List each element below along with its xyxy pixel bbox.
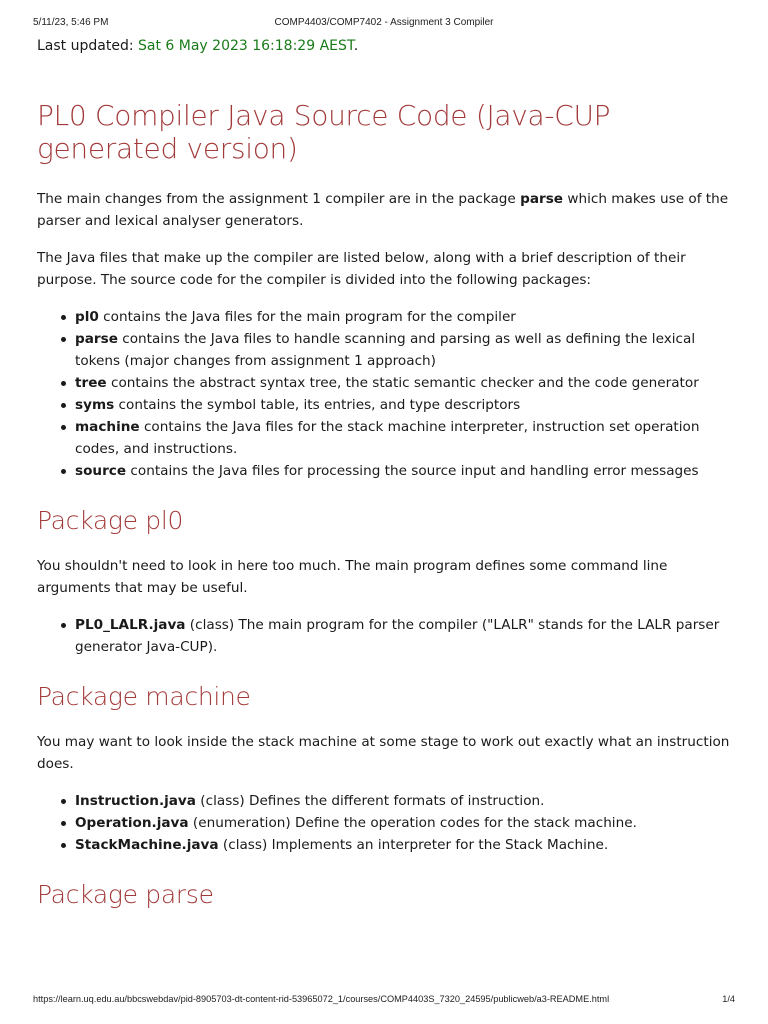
heading-package-machine: Package machine <box>37 682 251 711</box>
print-footer <box>0 994 768 1008</box>
file-name: Instruction.java <box>75 793 196 809</box>
package-desc: contains the Java files to handle scanning and parsing as well as defining the lexical tokens (major changes from assignment 1 approach) <box>75 331 696 369</box>
file-name: PL0_LALR.java <box>75 617 186 633</box>
pl0-paragraph: You shouldn't need to look in here too much. The main program defines some command line arguments that may be useful. <box>37 558 668 596</box>
last-updated-label: Last updated: <box>37 38 134 54</box>
intro-paragraph-2: The Java files that make up the compiler are listed below, along with a brief description of their purpose. The source code for the compiler is divided into the following packages: <box>37 250 686 288</box>
last-updated <box>37 36 737 56</box>
package-desc: contains the symbol table, its entries, and type descriptors <box>114 397 521 413</box>
list-item <box>75 790 737 812</box>
last-updated-end: . <box>353 38 359 54</box>
print-url: https://learn.uq.edu.au/bbcswebdav/pid-8905703-dt-content-rid-53965072_1/courses/COMP4403S_7320_24595/publicweb/a3-README.html <box>33 994 610 1004</box>
page-number: 1/4 <box>722 994 735 1004</box>
file-desc: (class) Defines the different formats of instruction. <box>195 793 545 809</box>
list-item <box>75 328 737 372</box>
intro-paragraph-1 <box>37 188 737 232</box>
intro1-pre: The main changes from the assignment 1 compiler are in the package <box>37 191 521 207</box>
list-item <box>75 306 737 328</box>
package-desc: contains the Java files for the main program for the compiler <box>98 309 516 325</box>
package-list <box>37 306 737 482</box>
list-item <box>75 614 737 658</box>
print-header <box>0 17 768 31</box>
machine-file-list <box>37 790 737 856</box>
file-desc: (enumeration) Define the operation codes for the stack machine. <box>188 815 637 831</box>
package-name: pl0 <box>75 309 99 325</box>
file-desc: (class) Implements an interpreter for the Stack Machine. <box>218 837 609 853</box>
machine-paragraph: You may want to look inside the stack machine at some stage to work out exactly what an instruction does. <box>37 734 730 772</box>
last-updated-value: Sat 6 May 2023 16:18:29 AEST <box>138 38 354 54</box>
print-title: COMP4403/COMP7402 - Assignment 3 Compiler <box>274 17 494 28</box>
file-name: StackMachine.java <box>75 837 219 853</box>
print-date: 5/11/23, 5:46 PM <box>33 17 109 28</box>
intro1-bold: parse <box>520 191 564 207</box>
package-name: machine <box>75 419 140 435</box>
file-name: Operation.java <box>75 815 189 831</box>
package-desc: contains the Java files for processing the source input and handling error messages <box>126 463 699 479</box>
list-item <box>75 812 737 834</box>
pl0-file-list <box>37 614 737 658</box>
heading-package-pl0: Package pl0 <box>37 506 184 535</box>
list-item <box>75 834 737 856</box>
list-item <box>75 416 737 460</box>
file-desc: (class) The main program for the compiler ("LALR" stands for the LALR parser generator Java-CUP). <box>75 617 720 655</box>
package-name: syms <box>75 397 115 413</box>
package-name: tree <box>75 375 107 391</box>
page-title: PL0 Compiler Java Source Code (Java-CUP generated version) <box>37 99 611 165</box>
heading-package-parse: Package parse <box>37 880 214 909</box>
list-item <box>75 394 737 416</box>
document-content <box>37 36 737 910</box>
package-name: source <box>75 463 127 479</box>
package-desc: contains the abstract syntax tree, the static semantic checker and the code generator <box>106 375 699 391</box>
package-desc: contains the Java files for the stack machine interpreter, instruction set operation codes, and instructions. <box>75 419 700 457</box>
list-item <box>75 460 737 482</box>
list-item <box>75 372 737 394</box>
package-name: parse <box>75 331 118 347</box>
intro1-post: which makes use of the parser and lexical analyser generators. <box>37 191 729 229</box>
